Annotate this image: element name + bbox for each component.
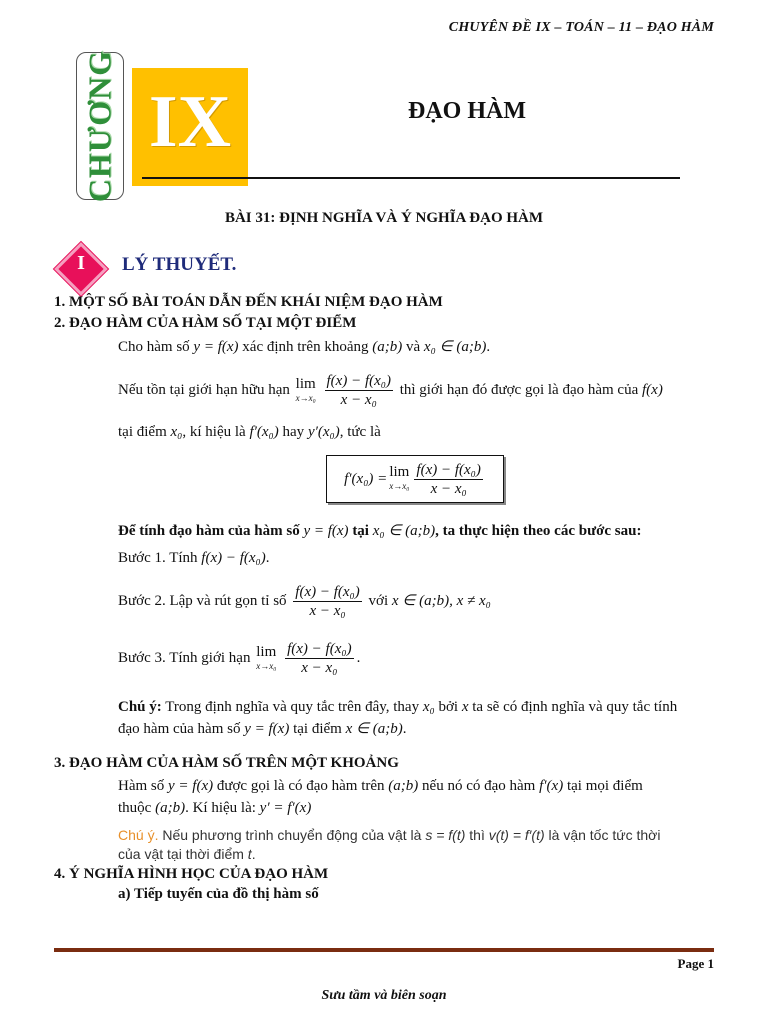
limit-expression: lim x→x₀ [295,375,316,403]
derivative-definition-formula: f′(x₀) = lim x→x₀ $\frac{\text{f(x) − f(x₀)}}{\text{x − x₀}}$ [326,455,504,503]
step-3: Bước 3. Tính giới hạn lim x→x₀ $\frac{\text{f(x) − f(x₀)}}{\text{x − x₀}}$ . [118,641,361,676]
note-paragraph: Chú ý: Trong định nghĩa và quy tắc trên đây, thay x₀ bởi x ta sẽ có định nghĩa và quy tắc tính đạo hàm của hàm số y = f(x) tại điểm x ∈ (a;b). [118,699,678,737]
paragraph-interval-derivative: Hàm số y = f(x) được gọi là có đạo hàm trên (a;b) nếu nó có đạo hàm f′(x) tại mọi điểm thuộc (a;b). Kí hiệu là: y′ = f′(x) [118,778,643,816]
paragraph-notation: tại điểm x₀, kí hiệu là f′(x₀) hay y′(x₀), tức là [118,424,381,440]
footer-credit: Sưu tầm và biên soạn [321,988,447,1003]
step-1: Bước 1. Tính f(x) − f(x₀). [118,550,270,566]
difference-quotient: $\frac{\text{f(x) − f(x₀)}}{\text{x − x₀}}$ [326,373,391,408]
chapter-vertical-label: CHƯƠNG [81,49,118,203]
chapter-numeral-box [132,68,248,186]
chapter-title: ĐẠO HÀM [408,98,526,124]
chapter-numeral: IX [148,81,232,163]
paragraph-limit-definition: Nếu tồn tại giới hạn hữu hạn lim x→x₀ $\frac{\text{f(x) − f(x₀)}}{\text{x − x₀}}$ thì giới hạn đó được gọi là đạo hàm của f(x) [118,373,663,408]
section-theory-title: LÝ THUYẾT. [122,254,237,275]
section-number: I [77,252,85,274]
subheading-4a: a) Tiếp tuyến của đồ thị hàm số [118,886,319,902]
paragraph-definition-intro: Cho hàm số y = f(x) xác định trên khoảng (a;b) và x₀ ∈ (a;b). [118,339,491,355]
chapter-label-box [76,49,124,203]
step-2: Bước 2. Lập và rút gọn tỉ số $\frac{\text{f(x) − f(x₀)}}{\text{x − x₀}}$ với x ∈ (a;b), x ≠ x₀ [118,584,491,619]
footer-rule [54,948,714,952]
heading-2: 2. ĐẠO HÀM CỦA HÀM SỐ TẠI MỘT ĐIỂM [54,315,357,331]
paragraph-steps-intro: Để tính đạo hàm của hàm số y = f(x) tại x₀ ∈ (a;b), ta thực hiện theo các bước sau: [118,523,642,539]
page-number: Page 1 [677,956,714,971]
velocity-note: Chú ý. Nếu phương trình chuyển động của vật là s = f(t) thì v(t) = f′(t) là vận tốc tức thời của vật tại thời điểm t. [118,827,661,862]
chapter-rule [142,177,680,179]
heading-3: 3. ĐẠO HÀM CỦA HÀM SỐ TRÊN MỘT KHOẢNG [54,755,399,771]
running-header: CHUYÊN ĐỀ IX – TOÁN – 11 – ĐẠO HÀM [448,20,714,35]
heading-1: 1. MỘT SỐ BÀI TOÁN DẪN ĐẾN KHÁI NIỆM ĐẠO HÀM [54,294,443,310]
heading-4: 4. Ý NGHĨA HÌNH HỌC CỦA ĐẠO HÀM [54,866,329,882]
lesson-title: BÀI 31: ĐỊNH NGHĨA VÀ Ý NGHĨA ĐẠO HÀM [224,210,544,226]
